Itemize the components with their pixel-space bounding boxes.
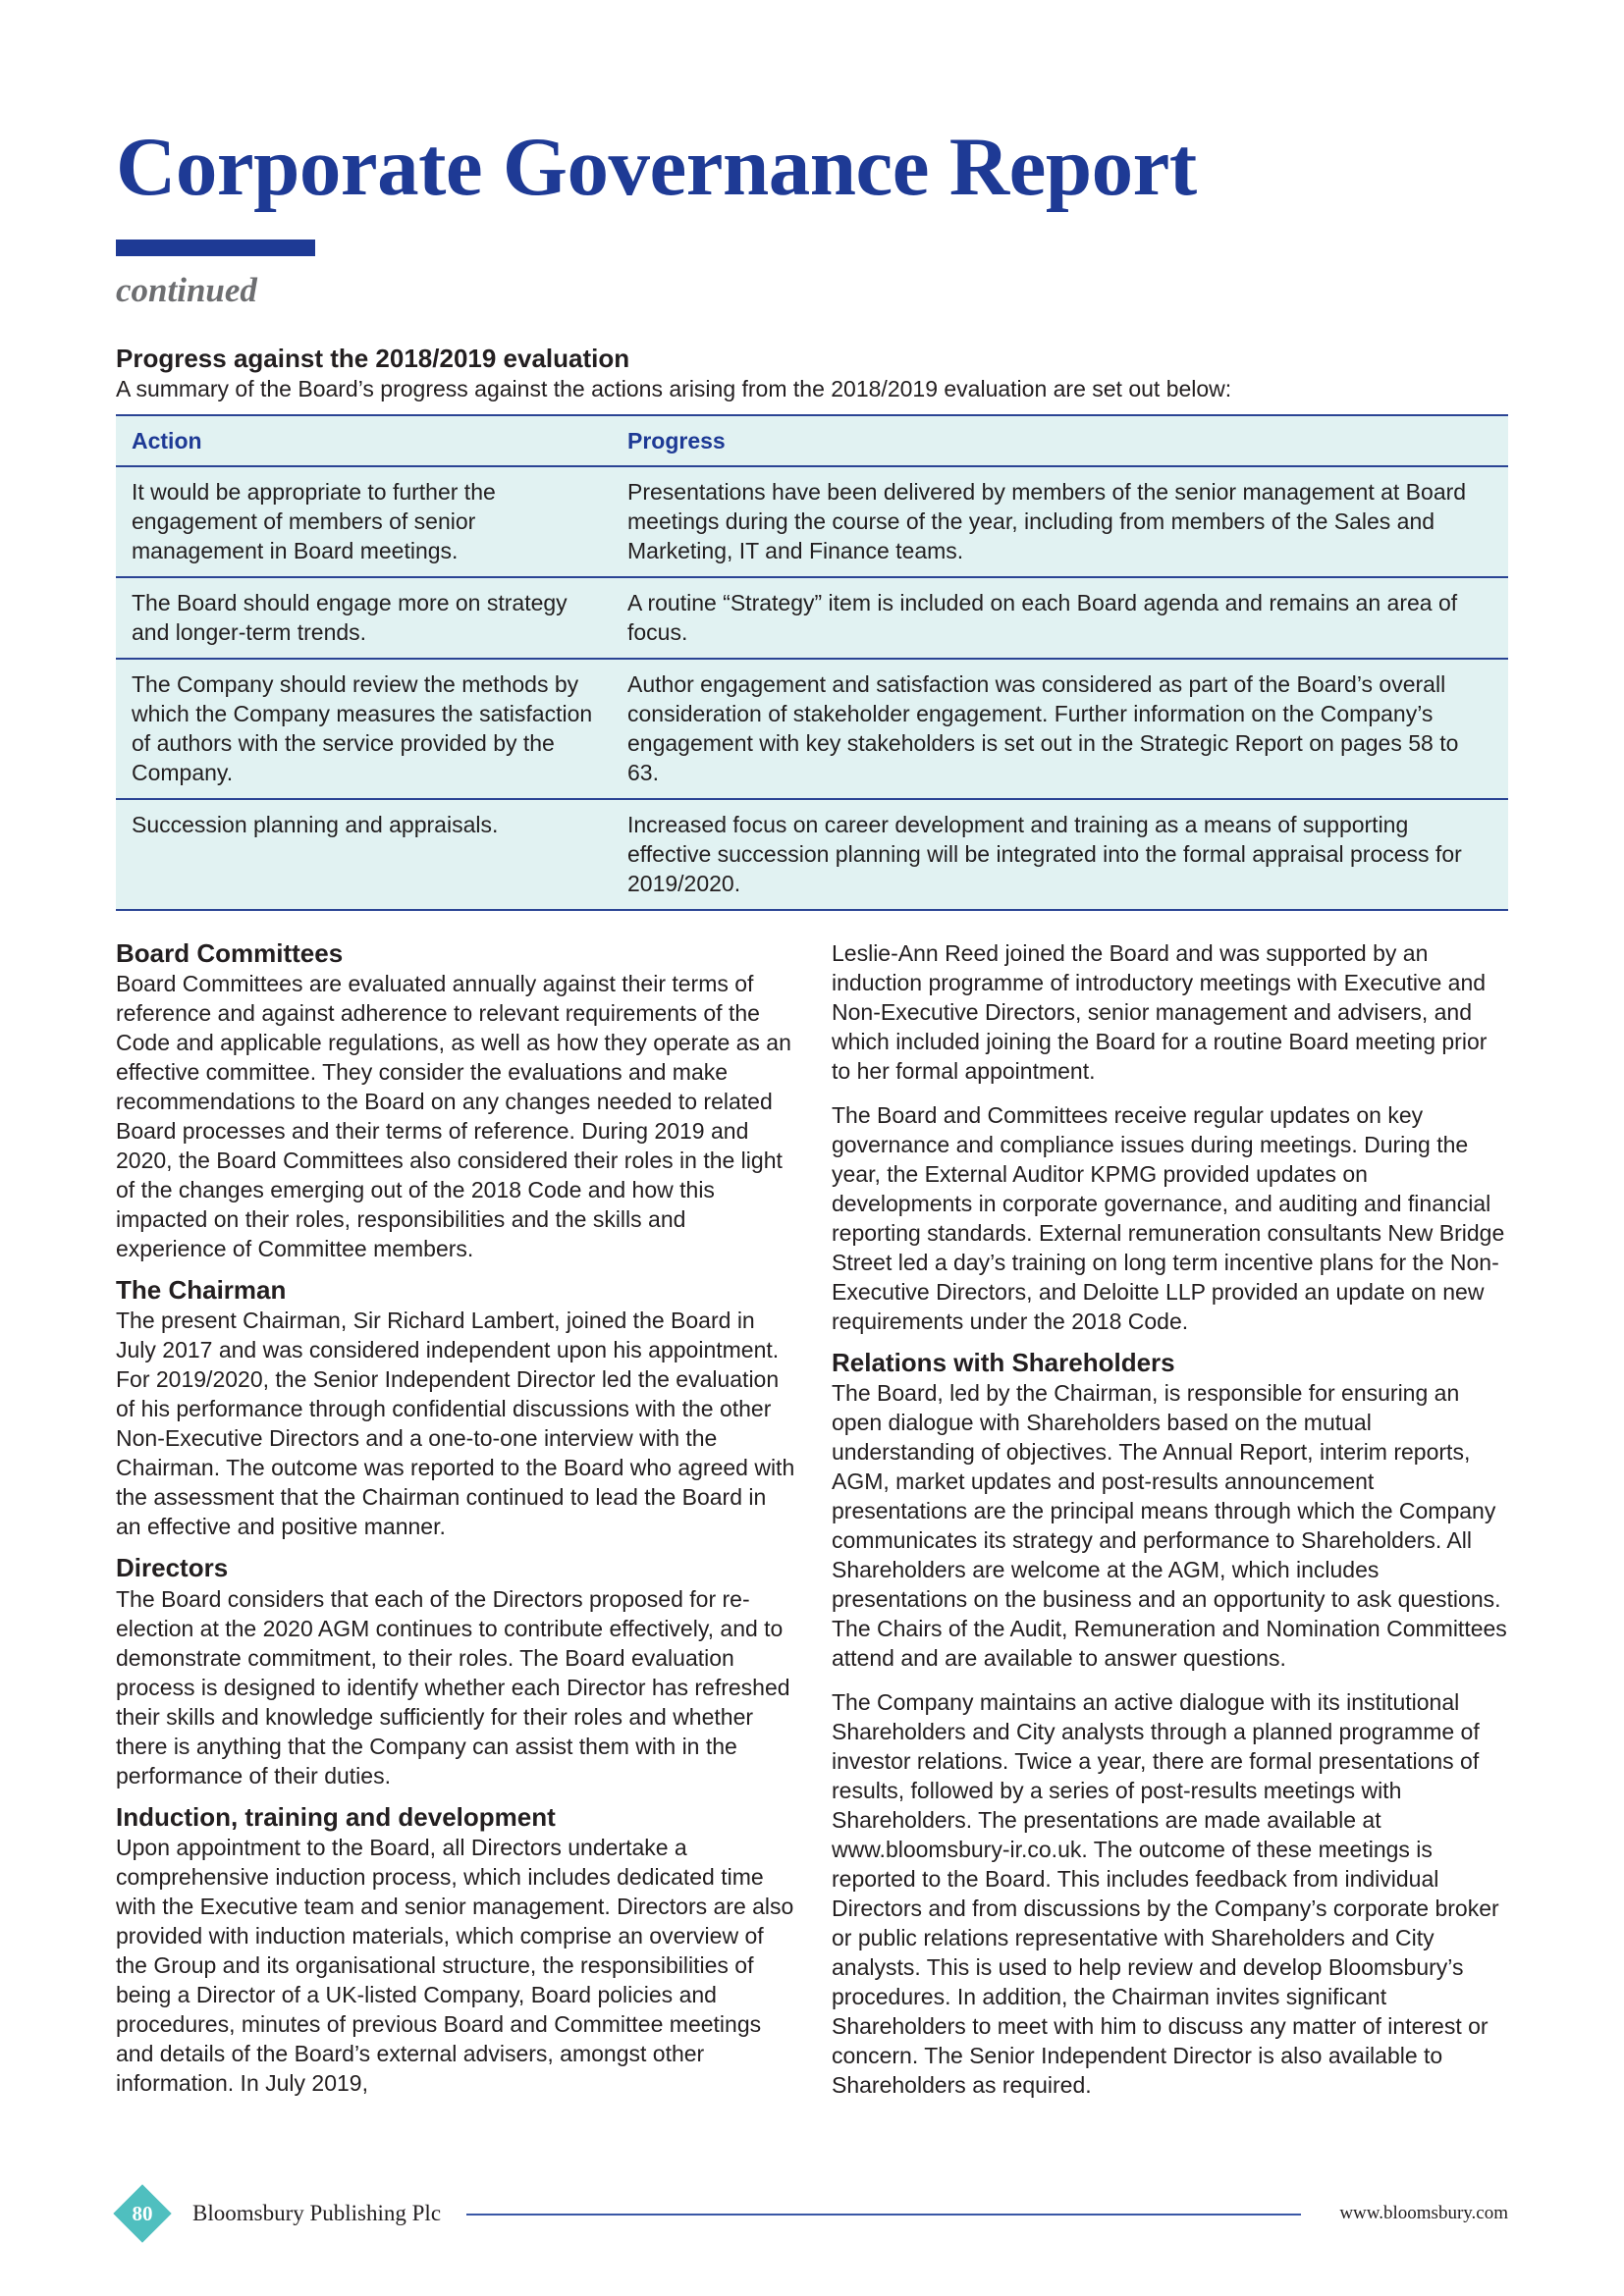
progress-cell: A routine “Strategy” item is included on each Board agenda and remains an area of focus.: [612, 577, 1508, 659]
evaluation-intro: [116, 344, 1508, 403]
board-committees-heading: Board Committees: [116, 938, 344, 968]
title-underline: [116, 240, 315, 256]
left-text-column: [116, 938, 795, 2098]
induction-text: Upon appointment to the Board, all Directors undertake a comprehensive induction process, which includes dedicated time with the Executive team and senior management. Directors are also provided with induction materials, which comprise an overview of the Group and its organisational structure, the responsibilities of being a Director of a UK-listed Company, Board policies and procedures, minutes of previous Board and Committee meetings and details of the Board’s external advisers, amongst other information. In July 2019,: [116, 1834, 794, 2096]
chairman-heading: The Chairman: [116, 1275, 287, 1306]
table-row: [116, 577, 1508, 659]
footer-divider: [466, 2214, 1301, 2216]
footer-company-name: Bloomsbury Publishing Plc: [192, 2201, 442, 2225]
induction-heading: Induction, training and development: [116, 1801, 556, 1832]
page-footer: [116, 2191, 1508, 2252]
board-committees-text: Board Committees are evaluated annually against their terms of reference and against adherence to relevant requirements of the Code and applicable regulations, as well as how they operate as an effective committee. They consider the evaluations and make recommendations to the Board on any changes needed to related Board processes and their terms of reference. During 2019 and 2020, the Board Committees also considered their roles in the light of the changes emerging out of the 2018 Code and how this impacted on their roles, responsibilities and the skills and experience of Committee members.: [116, 971, 791, 1262]
relations-text-1: The Board, led by the Chairman, is responsible for ensuring an open dialogue with Shareholders based on the mutual understanding of objectives. The Annual Report, interim reports, AGM, market updates and post-results announcement presentations are the principal means through which the Company communicates its strategy and performance to Shareholders. All Shareholders are welcome at the AGM, which includes presentations on the business and an opportunity to ask questions. The Chairs of the Audit, Remuneration and Nomination Committees attend and are available to answer questions.: [832, 1380, 1507, 1672]
evaluation-heading: Progress against the 2018/2019 evaluation: [116, 344, 630, 373]
action-cell: It would be appropriate to further the engagement of members of senior management in Board meetings.: [116, 466, 612, 577]
action-cell: The Company should review the methods by which the Company measures the satisfaction of authors with the service provided by the Company.: [116, 659, 612, 799]
page-subtitle: continued: [116, 271, 257, 309]
action-cell: Succession planning and appraisals.: [132, 812, 499, 837]
column-header-progress: Progress: [612, 415, 1508, 466]
table-row: [116, 799, 1508, 910]
action-cell: The Board should engage more on strategy and longer-term trends.: [116, 577, 612, 659]
induction-continued-text: Leslie-Ann Reed joined the Board and was supported by an induction programme of introductory meetings with Executive and Non-Executive Directors, senior management and advisers, and which included joining the Board for a routine Board meeting prior to her formal appointment.: [832, 940, 1488, 1084]
directors-heading: Directors: [116, 1553, 229, 1583]
progress-cell: Increased focus on career development and training as a means of supporting effective succession planning will be integrated into the formal appraisal process for 2019/2020.: [627, 812, 1462, 896]
relations-heading: Relations with Shareholders: [832, 1348, 1175, 1377]
right-text-column: [832, 938, 1508, 2100]
column-header-action: Action: [116, 415, 612, 466]
table-row: [116, 466, 1508, 577]
footer-website: www.bloomsbury.com: [1339, 2203, 1508, 2223]
relations-text-2: The Company maintains an active dialogue with its institutional Shareholders and City analysts through a planned programme of investor relations. Twice a year, there are formal presentations of results, followed by a series of post-results meetings with Shareholders. The presentations are made available at www.bloomsbury-ir.co.uk. The outcome of these meetings is reported to the Board. This includes feedback from individual Directors and from discussions by the Company’s corporate broker or public relations representative with Shareholders and City analysts. This is used to help review and develop Bloomsbury’s procedures. In addition, the Chairman invites significant Shareholders to meet with him to discuss any matter of interest or concern. The Senior Independent Director is also available to Shareholders as required.: [832, 1689, 1499, 2099]
page-title: Corporate Governance Report: [116, 121, 1197, 213]
page-number: 80: [132, 2202, 153, 2225]
table-row: [116, 659, 1508, 799]
table-header-row: [116, 415, 1508, 466]
progress-cell: Author engagement and satisfaction was considered as part of the Board’s overall consideration of stakeholder engagement. Further information on the Company’s engagement with key stakeholders is set out in the Strategic Report on pages 58 to 63.: [612, 659, 1508, 799]
evaluation-intro-text: A summary of the Board’s progress against the actions arising from the 2018/2019 evaluation are set out below:: [116, 376, 1232, 402]
updates-text: The Board and Committees receive regular updates on key governance and compliance issues during meetings. During the year, the External Auditor KPMG provided updates on developments in corporate governance, and auditing and financial reporting standards. External remuneration consultants New Bridge Street led a day’s training on long term incentive plans for the Non-Executive Directors, and Deloitte LLP provided an update on new requirements under the 2018 Code.: [832, 1102, 1505, 1334]
report-page: [116, 0, 1508, 2296]
evaluation-table: [116, 414, 1508, 911]
directors-text: The Board considers that each of the Directors proposed for re-election at the 2020 AGM continues to contribute effectively, and to demonstrate commitment, to their roles. The Board evaluation process is designed to identify whether each Director has refreshed their skills and knowledge sufficiently for their roles and whether there is anything that the Company can assist them with in the performance of their duties.: [116, 1585, 790, 1789]
progress-cell: Presentations have been delivered by members of the senior management at Board meetings during the course of the year, including from members of the Sales and Marketing, IT and Finance teams.: [612, 466, 1508, 577]
chairman-text: The present Chairman, Sir Richard Lambert, joined the Board in July 2017 and was considered independent upon his appointment. For 2019/2020, the Senior Independent Director led the evaluation of his performance through confidential discussions with the other Non-Executive Directors and a one-to-one interview with the Chairman. The outcome was reported to the Board who agreed with the assessment that the Chairman continued to lead the Board in an effective and positive manner.: [116, 1308, 795, 1540]
